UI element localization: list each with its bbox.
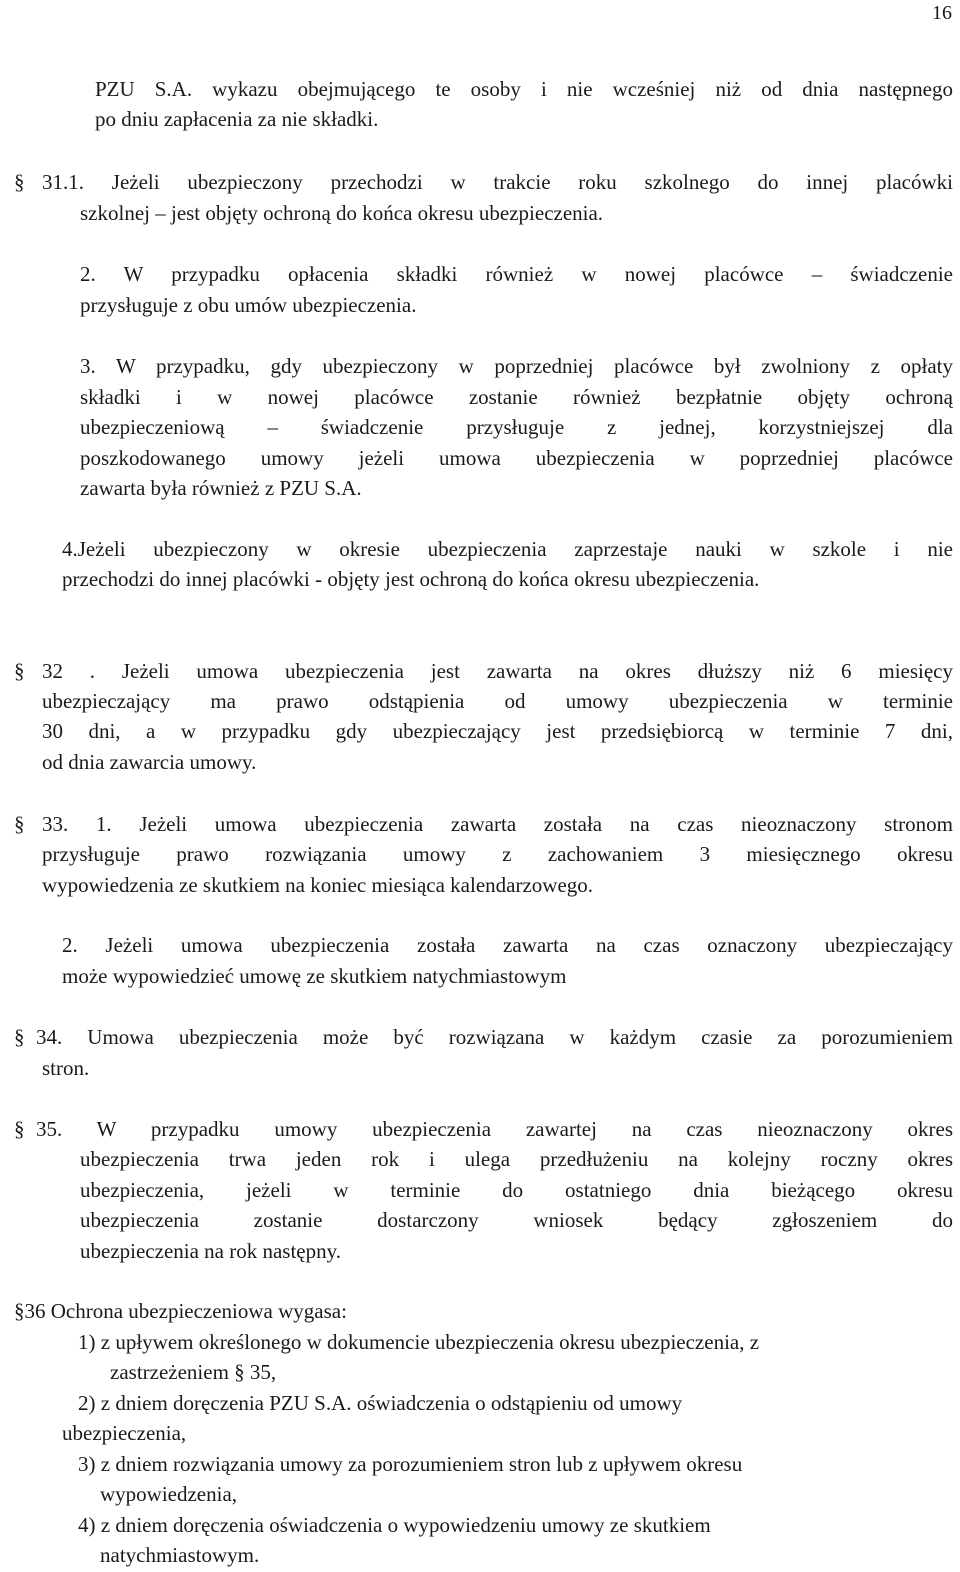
text-line: wypowiedzenia, xyxy=(100,1482,238,1506)
text-line: 2. Jeżeli umowa ubezpieczenia została zawarta na czas oznaczony ubezpieczający xyxy=(62,933,953,957)
text-line: ubezpieczenia, jeżeli w terminie do ostatniego dnia bieżącego okresu xyxy=(80,1178,953,1202)
text-line: zastrzeżeniem § 35, xyxy=(110,1360,277,1384)
page-number: 16 xyxy=(932,2,952,24)
text-line: 34. Umowa ubezpieczenia może być rozwiązana w każdym czasie za porozumieniem xyxy=(36,1025,953,1049)
text-line: ubezpieczenia zostanie dostarczony wniosek będący zgłoszeniem do xyxy=(80,1208,953,1232)
text-line: stron. xyxy=(42,1056,90,1080)
text-line: zawarta była również z PZU S.A. xyxy=(80,476,362,500)
section-sign: § xyxy=(14,170,25,194)
text-line: może wypowiedzieć umowę ze skutkiem natychmiastowym xyxy=(62,964,567,988)
list-item: 3) z dniem rozwiązania umowy za porozumieniem stron lub z upływem okresu xyxy=(78,1452,743,1476)
text-line: poszkodowanego umowy jeżeli umowa ubezpieczenia w poprzedniej placówce xyxy=(80,446,953,470)
text-line: 30 dni, a w przypadku gdy ubezpieczający jest przedsiębiorcą w terminie 7 dni, xyxy=(42,719,953,743)
text-line: wypowiedzenia ze skutkiem na koniec miesiąca kalendarzowego. xyxy=(42,873,594,897)
text-line: ubezpieczający ma prawo odstąpienia od umowy ubezpieczenia w terminie xyxy=(42,689,953,713)
text-line: szkolnej – jest objęty ochroną do końca okresu ubezpieczenia. xyxy=(80,201,604,225)
text-line: od dnia zawarcia umowy. xyxy=(42,750,257,774)
text-line: 4.Jeżeli ubezpieczony w okresie ubezpieczenia zaprzestaje nauki w szkole i nie xyxy=(62,537,953,561)
text-line: ubezpieczenia na rok następny. xyxy=(80,1239,342,1263)
list-item: 4) z dniem doręczenia oświadczenia o wypowiedzeniu umowy ze skutkiem xyxy=(78,1513,711,1537)
list-item: 2) z dniem doręczenia PZU S.A. oświadczenia o odstąpieniu od umowy xyxy=(78,1391,683,1415)
text-line: przechodzi do innej placówki - objęty jest ochroną do końca okresu ubezpieczenia. xyxy=(62,567,760,591)
list-item: 1) z upływem określonego w dokumencie ubezpieczenia okresu ubezpieczenia, z xyxy=(78,1330,760,1354)
text-line: natychmiastowym. xyxy=(100,1543,260,1567)
text-line: składki i w nowej placówce zostanie również bezpłatnie objęty ochroną xyxy=(80,385,953,409)
text-line: przysługuje z obu umów ubezpieczenia. xyxy=(80,293,417,317)
text-line: 32 . Jeżeli umowa ubezpieczenia jest zawarta na okres dłuższy niż 6 miesięcy xyxy=(42,659,953,683)
text-line: po dniu zapłacenia za nie składki. xyxy=(95,107,379,131)
text-line: ubezpieczenia trwa jeden rok i ulega przedłużeniu na kolejny roczny okres xyxy=(80,1147,953,1171)
text-line: 3. W przypadku, gdy ubezpieczony w poprzedniej placówce był zwolniony z opłaty xyxy=(80,354,953,378)
text-line: 33. 1. Jeżeli umowa ubezpieczenia zawarta została na czas nieoznaczony stronom xyxy=(42,812,953,836)
text-line: 2. W przypadku opłacenia składki również w nowej placówce – świadczenie xyxy=(80,262,953,286)
section-sign: § xyxy=(14,1025,25,1049)
text-line: 35. W przypadku umowy ubezpieczenia zawartej na czas nieoznaczony okres xyxy=(36,1117,953,1141)
text-line: ubezpieczeniową – świadczenie przysługuje z jednej, korzystniejszej dla xyxy=(80,415,953,439)
text-line: ubezpieczenia, xyxy=(62,1421,187,1445)
section-sign: § xyxy=(14,659,25,683)
text-line: przysługuje prawo rozwiązania umowy z zachowaniem 3 miesięcznego okresu xyxy=(42,842,953,866)
text-line: PZU S.A. wykazu obejmującego te osoby i nie wcześniej niż od dnia następnego xyxy=(95,77,953,101)
text-line: 31.1. Jeżeli ubezpieczony przechodzi w trakcie roku szkolnego do innej placówki xyxy=(42,170,953,194)
section-sign: § xyxy=(14,812,25,836)
section-sign: § xyxy=(14,1117,25,1141)
text-line: §36 Ochrona ubezpieczeniowa wygasa: xyxy=(14,1299,347,1323)
